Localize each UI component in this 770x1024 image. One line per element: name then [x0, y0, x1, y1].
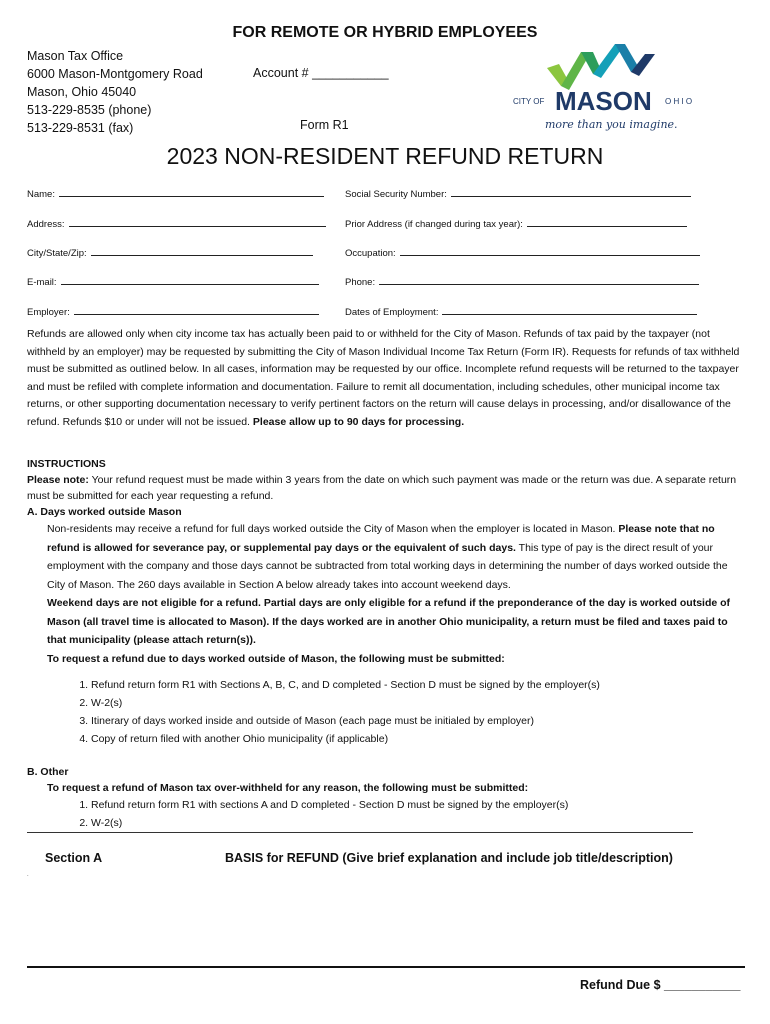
tax-office-address [27, 47, 203, 137]
list-item: 4. Copy of return filed with another Ohio municipality (if applicable) [91, 730, 742, 748]
address-line: Mason, Ohio 45040 [27, 85, 137, 99]
email-field[interactable]: E-mail: [27, 275, 327, 288]
top-heading: FOR REMOTE OR HYBRID EMPLOYEES [232, 24, 538, 41]
account-number-field[interactable]: Account # ___________ [253, 66, 389, 80]
occupation-field[interactable]: Occupation: [345, 246, 705, 259]
section-a-label: Section A [45, 851, 103, 865]
form-number: Form R1 [300, 118, 349, 132]
ssn-field[interactable]: Social Security Number: [345, 187, 705, 200]
dates-of-employment-field[interactable]: Dates of Employment: [345, 305, 707, 318]
divider [27, 832, 693, 833]
list-item: 2. W-2(s) [91, 694, 742, 712]
address-line: 513-229-8535 (phone) [27, 103, 152, 117]
instructions-block: INSTRUCTIONS Please note: Your refund request must be made within 3 years from the date on which such payment was made or the return was due. A separate return must be submitted for each year requesting a refund. A. Days worked outside Mason Non-residents may receive a refund for full days worked outside the City of Mason when the employer is located in Mason. Please note that no refund is allowed for severance pay, or supplemental pay days or the equivalent of such days. This type of pay is the direct result of your employment with the company and those days cannot be subtracted from total working days in determining the number of days worked outside the City of Mason. The 260 days available in Section A below already takes into account weekend days. Weekend days are not eligible for a refund. Partial days are only eligible for a refund if the preponderance of the day is worked outside of Mason (all travel time is allocated to Mason). If the days worked are in another Ohio municipality, a return must be filed and taxes paid to that municipality (please attach return(s)). To request a refund due to days worked outside of Mason, the following must be submitted: 1. Refund return form R1 with Sections A, B, C, and D completed - Section D must be signed by the employer(s) 2. W-2(s) 3. Itinerary of days worked inside and outside of Mason (each page must be initialed by employer) 4. Copy of return filed with another Ohio municipality (if applicable) B. Other To request a refund of Mason tax over-withheld for any reason, the following must be submitted: 1. Refund return form R1 with sections A and D completed - Section D must be signed by the employer(s) 2. W-2(s) [27, 456, 742, 832]
refund-due-field[interactable]: Refund Due $ ___________ [580, 978, 741, 992]
svg-text:MASON: MASON [555, 86, 652, 116]
city-of-mason-logo [505, 38, 705, 138]
intro-paragraph: Refunds are allowed only when city income tax has actually been paid to or withheld for the City of Mason. Refunds of tax paid by the taxpayer (not withheld by an employer) may be requested by submitting the City of Mason Individual Income Tax Return (Form IR). Requests for refunds of tax withheld must be submitted as outlined below. In all cases, information may be requested by our office. Incomplete refund requests will be returned to the taxpayer and must be refiled with complete information and documentation. Failure to remit all documentation, including schedules, other municipal income tax returns, or other supporting documentation necessary to verify pertinent factors on the return will cause delays in processing, and/or disallowance of the refund. Refunds $10 or under will not be issued. Please allow up to 90 days for processing. [27, 328, 740, 428]
list-item: 1. Refund return form R1 with sections A and D completed - Section D must be signed by the employer(s) [91, 796, 742, 814]
svg-text:CITY OF: CITY OF [513, 97, 545, 106]
page-title: 2023 NON-RESIDENT REFUND RETURN [166, 143, 604, 169]
prior-address-field[interactable]: Prior Address (if changed during tax year): [345, 217, 705, 230]
instructions-heading: INSTRUCTIONS [27, 458, 106, 470]
basis-for-refund-heading: BASIS for REFUND (Give brief explanation and include job title/description) [225, 851, 673, 865]
svg-text:more than you imagine.: more than you imagine. [545, 118, 678, 131]
list-item: 2. W-2(s) [91, 814, 742, 832]
city-state-zip-field[interactable]: City/State/Zip: [27, 246, 327, 259]
section-b-heading: B. Other [27, 766, 69, 778]
list-item: 1. Refund return form R1 with Sections A, B, C, and D completed - Section D must be signed by the employer(s) [91, 676, 742, 694]
section-a-list [27, 676, 742, 748]
phone-field[interactable]: Phone: [345, 275, 705, 288]
address-line: Mason Tax Office [27, 49, 124, 63]
section-a-heading: A. Days worked outside Mason [27, 506, 182, 518]
stray-dot: . [27, 872, 29, 878]
logo-mark-icon [505, 38, 705, 138]
svg-text:O H I O: O H I O [665, 97, 693, 106]
address-line: 6000 Mason-Montgomery Road [27, 67, 203, 81]
employer-field[interactable]: Employer: [27, 305, 327, 318]
address-field[interactable]: Address: [27, 217, 332, 230]
name-field[interactable]: Name: [27, 187, 327, 200]
address-line: 513-229-8531 (fax) [27, 121, 134, 135]
list-item: 3. Itinerary of days worked inside and outside of Mason (each page must be initialed by employer) [91, 712, 742, 730]
explanation-line[interactable] [27, 966, 745, 968]
section-b-list [27, 796, 742, 832]
